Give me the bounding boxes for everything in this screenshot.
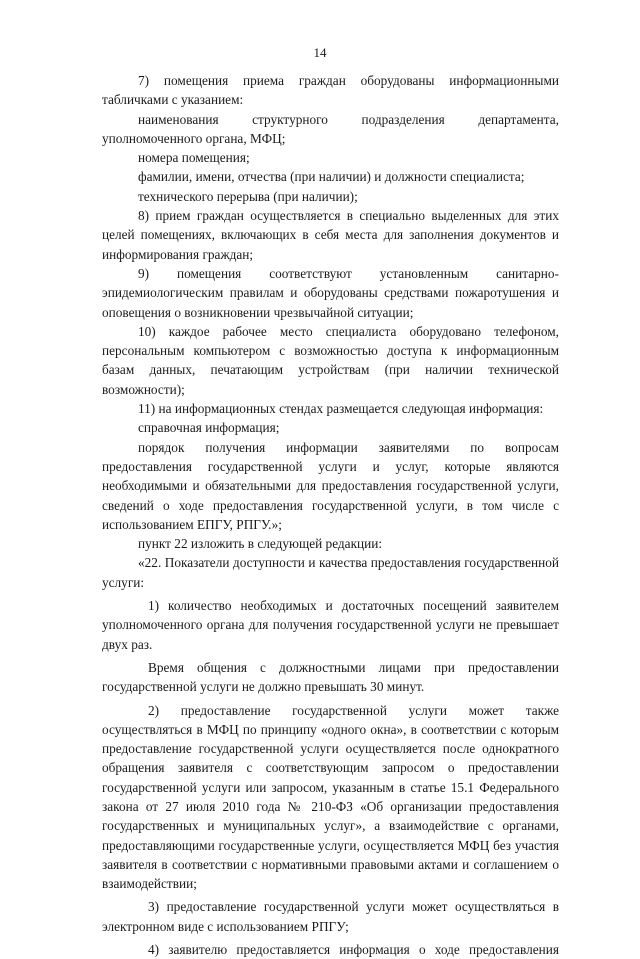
- paragraph-specialist-names: фамилии, имени, отчества (при наличии) и должности специалиста;: [138, 169, 525, 185]
- document-body: [102, 71, 559, 959]
- paragraph-technical-break: технического перерыва (при наличии);: [138, 188, 358, 204]
- paragraph-item-10: 10) каждое рабочее место специалиста оборудовано телефоном, персональным компьютером с возможностью доступа к информационным базам данных, печатающим устройствам (при наличии технической возможности);: [102, 323, 559, 397]
- paragraph-indicator-2: 2) предоставление государственной услуги может также осуществляться в МФЦ по принципу «одного окна», в соответствии с которым предоставление государственной услуги осуществляется после однократного обращения заявителя с соответствующим запросом о предоставлении государственной услуги или запросом, указанным в статье 15.1 Федерального закона от 27 июля 2010 года № 210-ФЗ «Об организации предоставления государственных и муниципальных услуг», а взаимодействие с органами, предоставляющими государственные услуги, осуществляется МФЦ без участия заявителя в соответствии с нормативными правовыми актами и соглашением о взаимодействии;: [102, 702, 559, 892]
- paragraph-item-11: 11) на информационных стендах размещается следующая информация:: [138, 401, 544, 417]
- paragraph-item-7: 7) помещения приема граждан оборудованы информационными табличками с указанием:: [102, 73, 559, 108]
- paragraph-indicator-3: 3) предоставление государственной услуги может осуществляться в электронном виде с использованием РПГУ;: [102, 899, 559, 934]
- paragraph-indicator-4: 4) заявителю предоставляется информация о ходе предоставления: [148, 942, 559, 958]
- paragraph-communication-time: Время общения с должностными лицами при предоставлении государственной услуги не должно превышать 30 минут.: [102, 659, 559, 695]
- paragraph-reference-info: справочная информация;: [138, 420, 280, 436]
- paragraph-item-9: 9) помещения соответствуют установленным санитарно-эпидемиологическим правилам и оборудованы средствами пожаротушения и оповещения о возникновении чрезвычайной ситуации;: [102, 265, 559, 320]
- paragraph-point-22: «22. Показатели доступности и качества предоставления государственной услуги:: [102, 555, 559, 590]
- paragraph-item-8: 8) прием граждан осуществляется в специально выделенных для этих целей помещениях, включающих в себя места для заполнения документов и информирования граждан;: [102, 208, 559, 262]
- paragraph-point-22-intro: пункт 22 изложить в следующей редакции:: [138, 536, 383, 552]
- paragraph-room-numbers: номера помещения;: [138, 150, 250, 166]
- page-number: 14: [313, 45, 327, 60]
- paragraph-indicator-1: 1) количество необходимых и достаточных посещений заявителем уполномоченного органа для получения государственной услуги не превышает двух раз.: [102, 598, 559, 652]
- paragraph-signage-names: наименования структурного подразделения департамента, уполномоченного органа, МФЦ;: [102, 111, 559, 146]
- paragraph-info-procedure: порядок получения информации заявителями по вопросам предоставления государственной услуги и услуг, которые являются необходимыми и обязательными для предоставления государственной услуги, сведений о ходе предоставления государственной услуги, в том числе с использованием ЕПГУ, РПГУ.»;: [102, 439, 559, 532]
